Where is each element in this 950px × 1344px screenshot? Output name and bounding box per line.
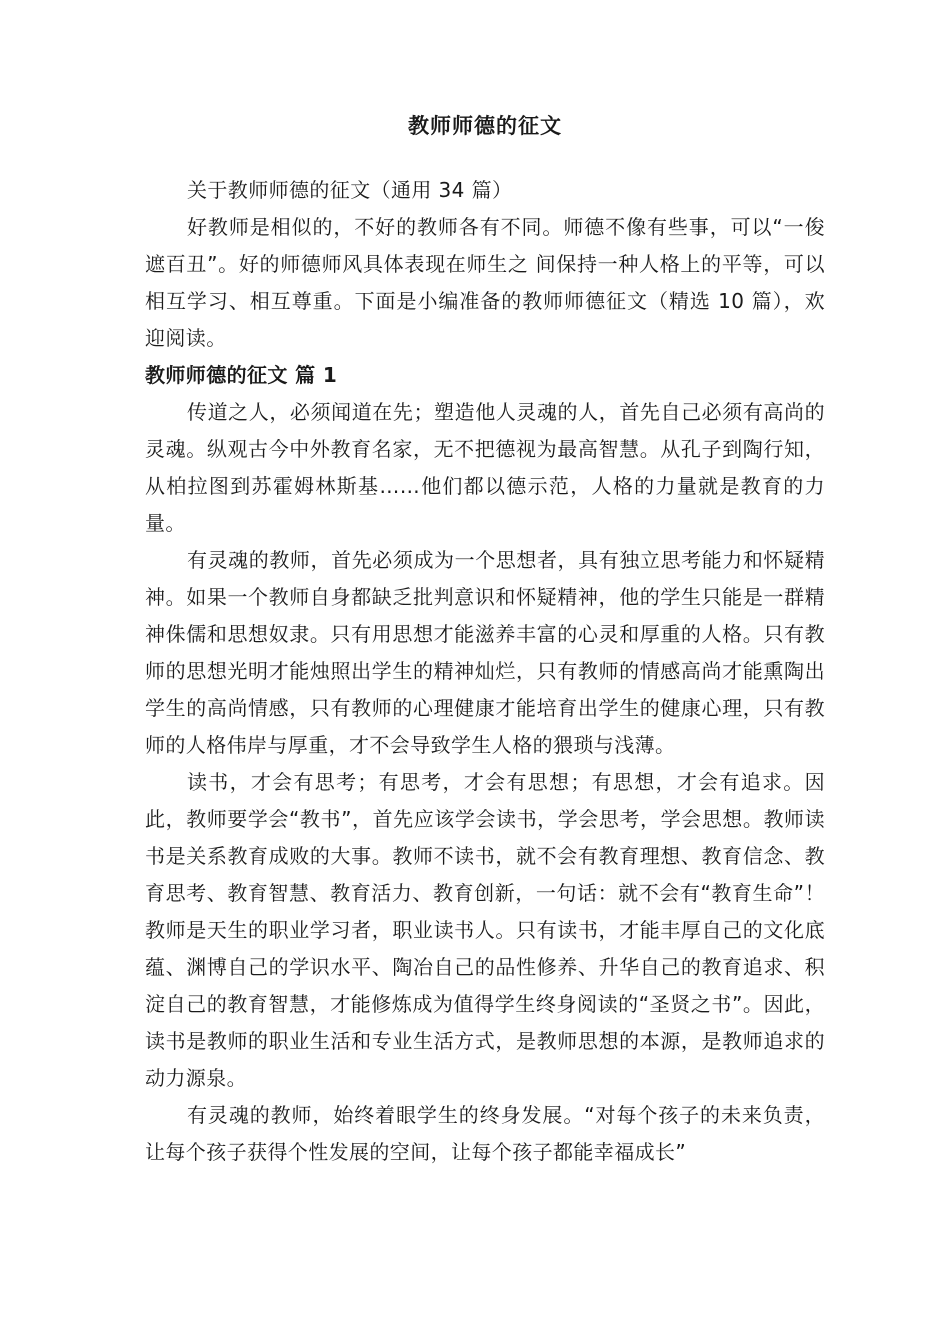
document-page — [145, 108, 825, 1171]
body-paragraph-2: 有灵魂的教师，首先必须成为一个思想者，具有独立思考能力和怀疑精神。如果一个教师自身都缺乏批判意识和怀疑精神，他的学生只能是一群精神侏儒和思想奴隶。只有用思想才能滋养丰富的心灵和厚重的人格。只有教师的思想光明才能烛照出学生的精神灿烂，只有教师的情感高尚才能熏陶出学生的高尚情感，只有教师的心理健康才能培育出学生的健康心理，只有教师的人格伟岸与厚重，才不会导致学生人格的猥琐与浅薄。 — [145, 548, 825, 757]
body-paragraph-1: 传道之人，必须闻道在先；塑造他人灵魂的人，首先自己必须有高尚的灵魂。纵观古今中外教育名家，无不把德视为最高智慧。从孔子到陶行知，从柏拉图到苏霍姆林斯基……他们都以德示范，人格的力量就是教育的力量。 — [145, 400, 825, 535]
document-title: 教师师德的征文 — [408, 114, 562, 138]
intro-paragraph: 好教师是相似的，不好的教师各有不同。师德不像有些事，可以“一俊遮百丑”。好的师德师风具体表现在师生之 间保持一种人格上的平等，可以相互学习、相互尊重。下面是小编准备的教师师德征文（精选 10 篇），欢迎阅读。 — [145, 215, 825, 350]
intro-subtitle: 关于教师师德的征文（通用 34 篇） — [187, 178, 513, 202]
body-paragraph-3: 读书，才会有思考；有思考，才会有思想；有思想，才会有追求。因此，教师要学会“教书”，首先应该学会读书，学会思考，学会思想。教师读书是关系教育成败的大事。教师不读书，就不会有教育理想、教育信念、教育思考、教育智慧、教育活力、教育创新，一句话：就不会有“教育生命”！教师是天生的职业学习者，职业读书人。只有读书，才能丰厚自己的文化底蕴、渊博自己的学识水平、陶冶自己的品性修养、升华自己的教育追求、积淀自己的教育智慧，才能修炼成为值得学生终身阅读的“圣贤之书”。因此，读书是教师的职业生活和专业生活方式，是教师思想的本源，是教师追求的动力源泉。 — [145, 770, 825, 1090]
section-heading: 教师师德的征文 篇 1 — [145, 363, 338, 387]
body-paragraph-4: 有灵魂的教师，始终着眼学生的终身发展。“对每个孩子的未来负责，让每个孩子获得个性发展的空间，让每个孩子都能幸福成长” — [145, 1103, 825, 1164]
